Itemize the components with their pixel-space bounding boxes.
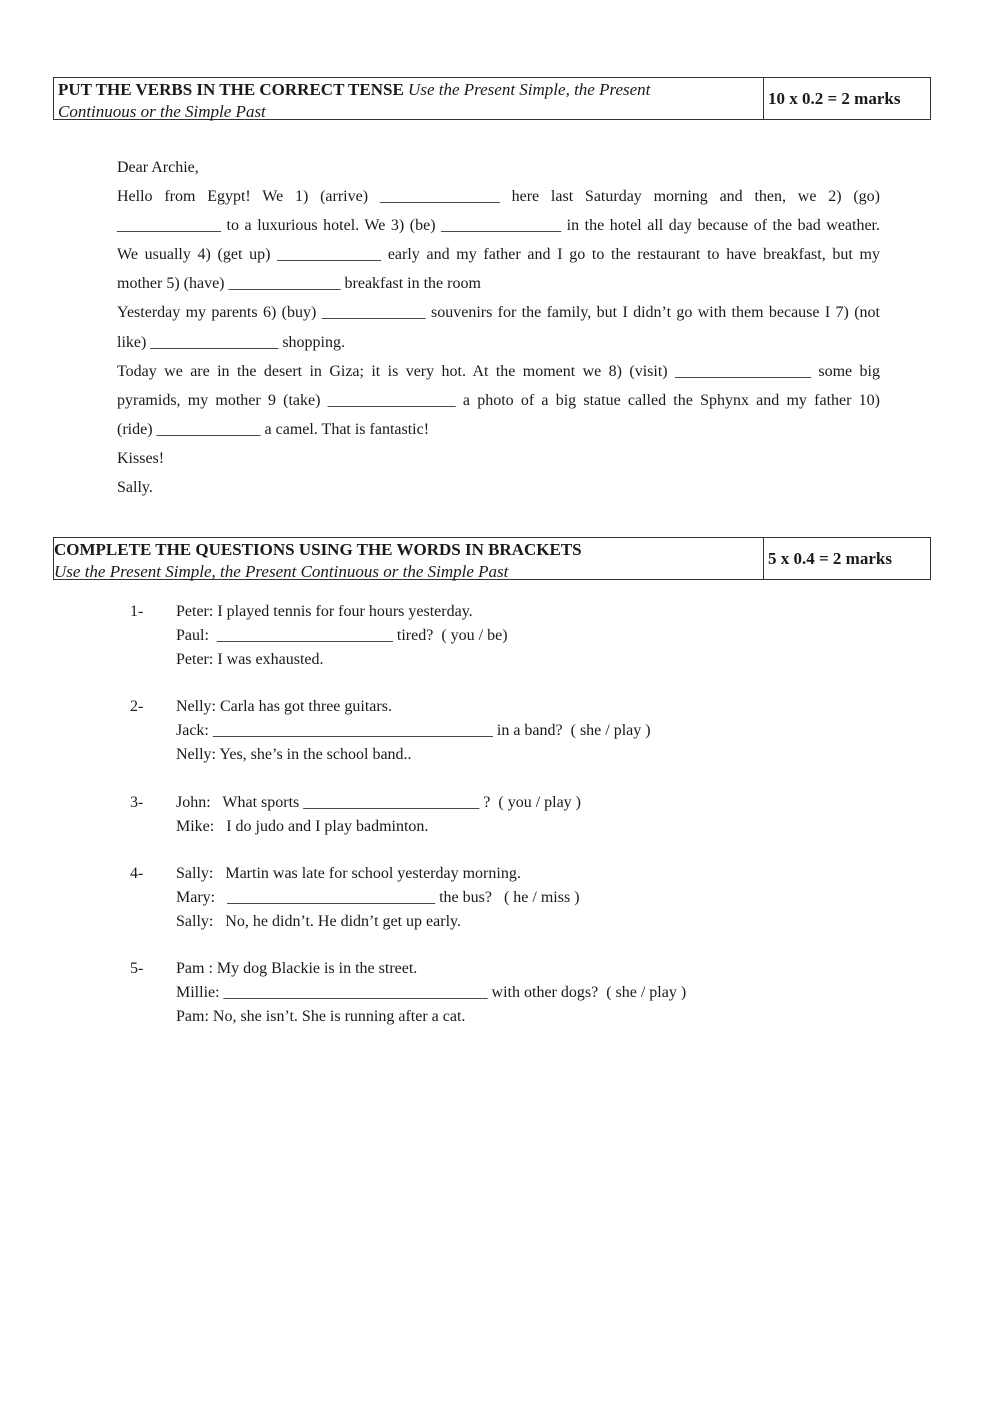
question-number: 2- bbox=[130, 698, 144, 715]
question-line: Sally: Martin was late for school yesterday morning. bbox=[176, 865, 521, 882]
question-line: Mary: __________________________ the bus? ( he / miss ) bbox=[176, 889, 580, 906]
section1-title: PUT THE VERBS IN THE CORRECT TENSE bbox=[58, 80, 404, 99]
question-line: Paul: ______________________ tired? ( you / be) bbox=[176, 627, 508, 644]
section2-instructions bbox=[54, 538, 764, 579]
question-line: Peter: I played tennis for four hours yesterday. bbox=[176, 603, 473, 620]
section1-instructions bbox=[54, 78, 764, 119]
letter-line: Kisses! bbox=[117, 450, 165, 467]
section2-marks: 5 x 0.4 = 2 marks bbox=[768, 548, 892, 568]
question-line: Sally: No, he didn’t. He didn’t get up early. bbox=[176, 913, 461, 930]
question-number: 4- bbox=[130, 865, 144, 882]
question-line: Peter: I was exhausted. bbox=[176, 651, 324, 668]
section2-title: COMPLETE THE QUESTIONS USING THE WORDS IN BRACKETS bbox=[54, 540, 582, 559]
letter-line: pyramids, my mother 9 (take) ________________ a photo of a big statue called the Sphynx and my father 10) bbox=[117, 392, 880, 409]
letter-line: _____________ to a luxurious hotel. We 3) (be) _______________ in the hotel all day because of the bad weather. bbox=[117, 217, 880, 234]
section1-subtitle-2: Continuous or the Simple Past bbox=[58, 102, 266, 121]
letter-line: mother 5) (have) ______________ breakfast in the room bbox=[117, 275, 481, 292]
letter-line: Yesterday my parents 6) (buy) _____________ souvenirs for the family, but I didn’t go with them because I 7) (not bbox=[117, 304, 880, 321]
letter-line: like) ________________ shopping. bbox=[117, 334, 345, 351]
question-line: Jack: ___________________________________ in a band? ( she / play ) bbox=[176, 722, 651, 739]
question-number: 1- bbox=[130, 603, 144, 620]
question-line: Pam: No, she isn’t. She is running after a cat. bbox=[176, 1008, 466, 1025]
letter-line: Sally. bbox=[117, 479, 153, 496]
section2-header bbox=[53, 537, 931, 580]
question-line: Mike: I do judo and I play badminton. bbox=[176, 818, 429, 835]
section1-header bbox=[53, 77, 931, 120]
letter-line: Dear Archie, bbox=[117, 159, 199, 176]
letter-line: Hello from Egypt! We 1) (arrive) _______________ here last Saturday morning and then, we 2) (go) bbox=[117, 188, 880, 205]
question-line: Nelly: Yes, she’s in the school band.. bbox=[176, 746, 412, 763]
question-line: John: What sports ______________________ ? ( you / play ) bbox=[176, 794, 582, 811]
question-line: Pam : My dog Blackie is in the street. bbox=[176, 960, 418, 977]
section1-marks: 10 x 0.2 = 2 marks bbox=[768, 88, 901, 108]
letter-line: (ride) _____________ a camel. That is fantastic! bbox=[117, 421, 430, 438]
section1-subtitle-1: Use the Present Simple, the Present bbox=[408, 80, 651, 99]
question-number: 5- bbox=[130, 960, 144, 977]
letter-line: We usually 4) (get up) _____________ early and my father and I go to the restaurant to have breakfast, but my bbox=[117, 246, 880, 263]
question-line: Nelly: Carla has got three guitars. bbox=[176, 698, 392, 715]
section2-subtitle: Use the Present Simple, the Present Continuous or the Simple Past bbox=[54, 562, 509, 581]
question-line: Millie: _________________________________ with other dogs? ( she / play ) bbox=[176, 984, 687, 1001]
letter-line: Today we are in the desert in Giza; it is very hot. At the moment we 8) (visit) _________________ some big bbox=[117, 363, 880, 380]
question-number: 3- bbox=[130, 794, 144, 811]
